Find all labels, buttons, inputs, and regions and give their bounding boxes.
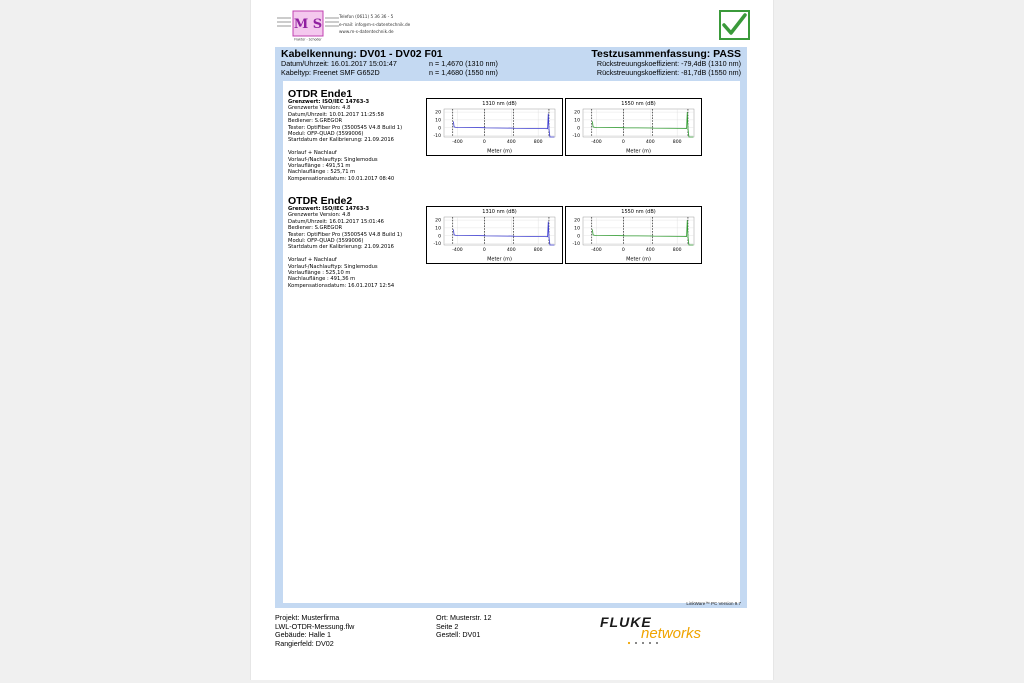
y-tick-label: 10	[574, 118, 580, 124]
x-tick-label: -400	[452, 140, 463, 145]
x-tick-label: -400	[452, 248, 463, 253]
section-info-ende1	[288, 99, 402, 182]
x-tick-label: 400	[506, 248, 516, 253]
info-line: Modul: OFP-QUAD (3599006)	[288, 131, 364, 138]
info-line: Vorlauf + Nachlauf	[288, 150, 337, 157]
company-logo	[277, 10, 339, 42]
otdr-chart-svg	[427, 99, 561, 154]
y-tick-label: 20	[574, 110, 580, 116]
cable-type: Kabeltyp: Freenet SMF G652D	[281, 68, 380, 77]
y-tick-label: -10	[572, 134, 580, 140]
footer-file: LWL-OTDR-Messung.flw	[275, 621, 355, 631]
y-tick-label: -10	[433, 242, 441, 248]
info-line: Kompensationsdatum: 16.01.2017 12:54	[288, 282, 395, 289]
x-axis-label: Meter (m)	[487, 148, 512, 154]
y-tick-label: 0	[577, 126, 580, 132]
contact-web: www.m-s-datentechnik.de	[339, 29, 394, 34]
x-tick-label: 0	[621, 248, 625, 253]
info-line: Startdatum der Kalibrierung: 21.09.2016	[288, 137, 394, 144]
report-body	[275, 47, 747, 608]
info-line: Modul: OFP-QUAD (3599006)	[288, 238, 364, 245]
otdr-chart-ende2-1310	[426, 206, 563, 264]
chart-title: 1310 nm (dB)	[482, 101, 517, 107]
info-line: Bediener: S.GREGOR	[288, 225, 343, 232]
x-tick-label: 800	[672, 140, 682, 145]
section-title-ende1: OTDR Ende1	[288, 88, 353, 100]
x-axis-label: Meter (m)	[626, 148, 651, 154]
index-1550: n = 1,4680 (1550 nm)	[429, 68, 498, 77]
y-tick-label: 0	[438, 126, 441, 132]
y-tick-label: 10	[574, 226, 580, 232]
y-tick-label: 20	[435, 110, 441, 116]
x-tick-label: 400	[645, 248, 655, 253]
section-info-ende2	[288, 206, 402, 289]
otdr-chart-svg	[566, 99, 700, 154]
backscatter-1310: Rückstreuungskoeffizient: -79,4dB (1310 nm)	[596, 59, 741, 68]
chart-title: 1550 nm (dB)	[621, 209, 656, 215]
footer-building: Gebäude: Halle 1	[275, 630, 331, 640]
y-tick-label: 10	[435, 118, 441, 124]
results-panel	[283, 81, 740, 603]
x-axis-label: Meter (m)	[626, 256, 651, 262]
otdr-chart-ende2-1550	[565, 206, 702, 264]
footer-location: Ort: Musterstr. 12	[436, 613, 492, 622]
info-line: Vorlauf-/Nachlauftyp: Singlemodus	[288, 156, 378, 163]
info-line: Vorlauf + Nachlauf	[288, 257, 337, 264]
x-tick-label: 800	[533, 248, 543, 253]
info-line: Tester: OptiFiber Pro (3500545 V4.8 Build 1)	[288, 231, 403, 238]
y-tick-label: -10	[433, 134, 441, 140]
x-tick-label: 0	[482, 248, 486, 253]
fluke-networks-logo	[599, 614, 724, 646]
backscatter-1550: Rückstreuungskoeffizient: -81,7dB (1550 nm)	[596, 68, 741, 77]
pass-check-icon	[719, 10, 750, 40]
logo-subtitle: Fraktor - Schoder	[294, 37, 322, 42]
otdr-chart-svg	[566, 207, 700, 262]
logo-networks-text: networks	[641, 625, 702, 642]
info-line: Datum/Uhrzeit: 16.01.2017 15:01:46	[288, 218, 384, 225]
footer-project: Projekt: Musterfirma	[275, 613, 340, 622]
footer-patch-panel: Rangierfeld: DV02	[275, 639, 334, 649]
contact-phone: Telefon (0611) 5 36 36 - 5	[339, 14, 394, 19]
info-line: Datum/Uhrzeit: 10.01.2017 11:25:58	[288, 111, 384, 118]
x-axis-label: Meter (m)	[487, 256, 512, 262]
footer-left	[275, 614, 354, 649]
footer-mid	[436, 614, 492, 640]
y-tick-label: 20	[574, 218, 580, 224]
cable-id: Kabelkennung: DV01 - DV02 F01	[281, 48, 443, 60]
test-result: Testzusammenfassung: PASS	[591, 48, 741, 60]
x-tick-label: 0	[482, 140, 486, 145]
x-tick-label: -400	[591, 140, 602, 145]
info-line: Kompensationsdatum: 10.01.2017 08:40	[288, 175, 395, 182]
x-tick-label: 400	[645, 140, 655, 145]
x-tick-label: 400	[506, 140, 516, 145]
x-tick-label: 800	[533, 140, 543, 145]
info-line: Vorlauflänge : 525,10 m	[288, 270, 351, 277]
index-1310: n = 1,4670 (1310 nm)	[429, 59, 498, 68]
info-line: Startdatum der Kalibrierung: 21.09.2016	[288, 244, 394, 251]
info-line: Grenzwert: ISO/IEC 14763-3	[288, 206, 370, 212]
test-datetime: Datum/Uhrzeit: 16.01.2017 15:01:47	[281, 59, 397, 68]
info-line: Nachlauflänge : 525,71 m	[288, 169, 356, 176]
y-tick-label: 0	[438, 234, 441, 240]
chart-title: 1550 nm (dB)	[621, 101, 656, 107]
y-tick-label: -10	[572, 242, 580, 248]
section-title-ende2: OTDR Ende2	[288, 195, 353, 207]
y-tick-label: 20	[435, 218, 441, 224]
footer-page: Seite 2	[436, 621, 459, 631]
info-line: Bediener: S.GREGOR	[288, 118, 343, 125]
otdr-chart-svg	[427, 207, 561, 262]
x-tick-label: -400	[591, 248, 602, 253]
info-line: Tester: OptiFiber Pro (3500545 V4.8 Build 1)	[288, 124, 403, 131]
info-line: Vorlauf-/Nachlauftyp: Singlemodus	[288, 263, 378, 270]
info-line: Grenzwert: ISO/IEC 14763-3	[288, 99, 370, 105]
otdr-chart-ende1-1550	[565, 98, 702, 156]
software-version: LinkWare™ PC Version 9.7	[686, 601, 741, 606]
contact-email: e-mail: info@m-s-datentechnik.de	[339, 21, 411, 27]
contact-block	[339, 13, 410, 36]
info-line: Vorlauflänge : 491,51 m	[288, 163, 351, 170]
otdr-chart-ende1-1310	[426, 98, 563, 156]
info-line: Grenzwerte Version: 4.8	[288, 212, 351, 219]
logo-fluke-text: FLUKE	[600, 614, 652, 630]
x-tick-label: 800	[672, 248, 682, 253]
info-line: Grenzwerte Version: 4.8	[288, 105, 351, 112]
logo-mark: M S	[293, 17, 323, 32]
y-tick-label: 10	[435, 226, 441, 232]
info-line: Nachlauflänge : 491,36 m	[288, 276, 356, 283]
footer-rack: Gestell: DV01	[436, 630, 481, 640]
chart-title: 1310 nm (dB)	[482, 209, 517, 215]
report-page	[250, 0, 774, 680]
y-tick-label: 0	[577, 234, 580, 240]
x-tick-label: 0	[621, 140, 625, 145]
